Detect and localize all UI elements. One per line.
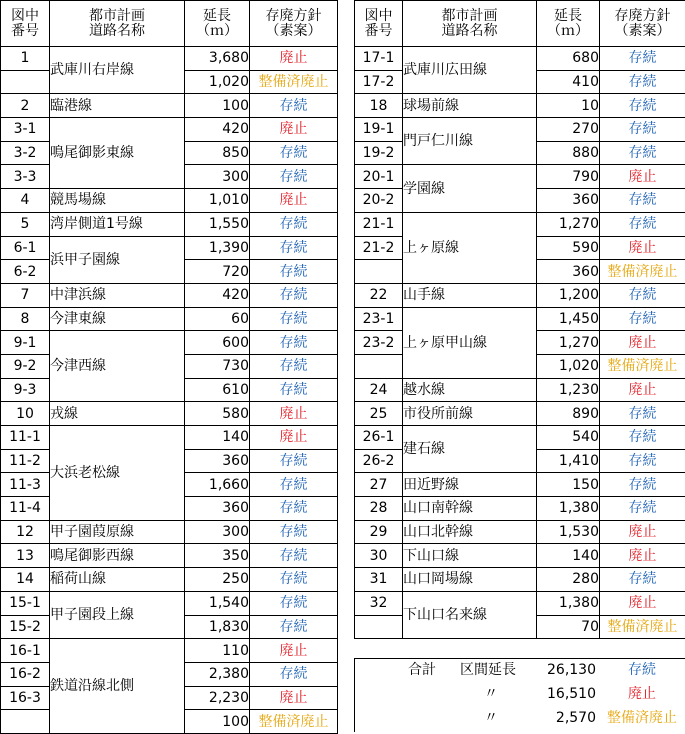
table-row (355, 591, 685, 615)
summary-row (354, 706, 685, 730)
road-name: 鳴尾御影東線 (50, 118, 185, 189)
road-length: 1,450 (537, 307, 600, 331)
road-name: 浜甲子園線 (50, 236, 185, 283)
road-status: 廃止 (600, 544, 685, 568)
road-length: 790 (537, 165, 600, 189)
row-number: 15-1 (1, 591, 50, 615)
row-number: 3-3 (1, 165, 50, 189)
road-status: 存続 (600, 426, 685, 450)
road-status: 存続 (250, 331, 338, 355)
road-status: 存続 (600, 70, 685, 94)
table-row (1, 212, 338, 236)
road-name: 今津東線 (50, 307, 185, 331)
road-length: 10 (537, 94, 600, 118)
road-length: 360 (185, 449, 250, 473)
road-status: 存続 (250, 354, 338, 378)
road-status: 廃止 (600, 236, 685, 260)
road-status: 存続 (250, 473, 338, 497)
road-status: 存続 (250, 497, 338, 521)
header-row (355, 1, 685, 47)
road-status: 存続 (250, 449, 338, 473)
table-row (1, 520, 338, 544)
header-status: 存廃方針 （素案） (600, 1, 685, 47)
road-length: 880 (537, 141, 600, 165)
table-row (355, 283, 685, 307)
road-length: 2,380 (185, 662, 250, 686)
table-row (355, 165, 685, 189)
road-length: 360 (185, 497, 250, 521)
road-name: 門戸仁川線 (403, 118, 537, 165)
road-length: 250 (185, 568, 250, 592)
road-status: 存続 (250, 615, 338, 639)
table-row (1, 639, 338, 663)
table-row (355, 212, 685, 236)
road-status: 廃止 (600, 165, 685, 189)
row-number: 11-3 (1, 473, 50, 497)
road-length: 140 (185, 426, 250, 450)
row-number: 17-1 (355, 47, 403, 71)
table-row (1, 47, 338, 71)
road-status: 存続 (250, 283, 338, 307)
road-length: 300 (185, 165, 250, 189)
road-name: 球場前線 (403, 94, 537, 118)
summary-status: 整備済廃止 (599, 706, 685, 730)
row-number: 32 (355, 591, 403, 615)
road-length: 1,830 (185, 615, 250, 639)
road-length: 610 (185, 378, 250, 402)
summary-row (354, 658, 685, 682)
row-number: 15-2 (1, 615, 50, 639)
road-length: 1,380 (537, 591, 600, 615)
row-number: 1 (1, 47, 50, 71)
row-number: 3-1 (1, 118, 50, 142)
road-status: 存続 (600, 497, 685, 521)
road-status: 廃止 (600, 520, 685, 544)
road-length: 1,230 (537, 378, 600, 402)
row-number: 2 (1, 94, 50, 118)
table-row (355, 520, 685, 544)
row-number: 24 (355, 378, 403, 402)
table-row (355, 378, 685, 402)
road-status: 存続 (250, 662, 338, 686)
row-number (355, 615, 403, 639)
header-road-name: 都市計画 道路名称 (403, 1, 537, 47)
road-status: 廃止 (600, 378, 685, 402)
road-status: 存続 (250, 141, 338, 165)
road-status: 整備済廃止 (250, 70, 338, 94)
row-number: 16-2 (1, 662, 50, 686)
table-row (1, 236, 338, 260)
row-number: 9-3 (1, 378, 50, 402)
road-length: 60 (185, 307, 250, 331)
road-name: 鉄道沿線北側 (50, 639, 185, 734)
road-name: 中津浜線 (50, 283, 185, 307)
road-status: 存続 (250, 544, 338, 568)
row-number: 14 (1, 568, 50, 592)
road-name: 山口北幹線 (403, 520, 537, 544)
road-length: 100 (185, 94, 250, 118)
road-name: 越水線 (403, 378, 537, 402)
table-row (1, 94, 338, 118)
row-number: 13 (1, 544, 50, 568)
row-number: 19-1 (355, 118, 403, 142)
road-status: 存続 (250, 307, 338, 331)
road-status: 存続 (600, 307, 685, 331)
header-length: 延長 （ｍ） (537, 1, 600, 47)
road-length: 360 (537, 189, 600, 213)
road-name: 下山口名来線 (403, 591, 537, 638)
row-number: 31 (355, 568, 403, 592)
summary-status: 廃止 (599, 682, 685, 706)
road-name: 競馬場線 (50, 189, 185, 213)
header-number: 図中 番号 (355, 1, 403, 47)
road-status: 廃止 (250, 686, 338, 710)
road-name: 下山口線 (403, 544, 537, 568)
table-row (355, 307, 685, 331)
road-status: 存続 (250, 520, 338, 544)
row-number: 11-4 (1, 497, 50, 521)
road-status: 廃止 (600, 591, 685, 615)
road-status: 廃止 (250, 189, 338, 213)
road-length: 420 (185, 283, 250, 307)
road-table-left (0, 0, 338, 734)
row-number: 9-1 (1, 331, 50, 355)
row-number: 9-2 (1, 354, 50, 378)
summary-status: 存続 (599, 658, 685, 682)
row-number: 11-2 (1, 449, 50, 473)
road-name: 武庫川右岸線 (50, 47, 185, 94)
road-length: 1,530 (537, 520, 600, 544)
table-row (1, 568, 338, 592)
row-number: 28 (355, 497, 403, 521)
summary-length: 2,570 (536, 706, 599, 730)
table-row (355, 47, 685, 71)
road-length: 600 (185, 331, 250, 355)
road-status: 整備済廃止 (600, 354, 685, 378)
road-status: 存続 (250, 165, 338, 189)
table-row (355, 426, 685, 450)
road-status: 存続 (600, 402, 685, 426)
summary-total-label: 合計 (354, 658, 446, 682)
row-number: 26-1 (355, 426, 403, 450)
road-name: 山口南幹線 (403, 497, 537, 521)
row-number: 3-2 (1, 141, 50, 165)
row-number: 21-2 (355, 236, 403, 260)
ditto-mark: 〃 (446, 706, 536, 730)
road-status: 整備済廃止 (250, 710, 338, 734)
road-length: 680 (537, 47, 600, 71)
road-length: 1,660 (185, 473, 250, 497)
row-number: 12 (1, 520, 50, 544)
header-status: 存廃方針 （素案） (250, 1, 338, 47)
summary-length: 26,130 (536, 658, 599, 682)
road-length: 100 (185, 710, 250, 734)
road-name: 今津西線 (50, 331, 185, 402)
road-name: 学園線 (403, 165, 537, 212)
road-name: 上ヶ原線 (403, 212, 537, 283)
table-row (1, 331, 338, 355)
road-length: 1,200 (537, 283, 600, 307)
header-length: 延長 （ｍ） (185, 1, 250, 47)
road-length: 730 (185, 354, 250, 378)
row-number (355, 260, 403, 284)
road-length: 1,550 (185, 212, 250, 236)
road-status: 存続 (600, 141, 685, 165)
road-length: 540 (537, 426, 600, 450)
road-length: 300 (185, 520, 250, 544)
row-number: 20-2 (355, 189, 403, 213)
table-row (1, 189, 338, 213)
road-length: 1,390 (185, 236, 250, 260)
road-name: 甲子園段上線 (50, 591, 185, 638)
road-name: 稲荷山線 (50, 568, 185, 592)
road-status: 存続 (250, 236, 338, 260)
row-number: 20-1 (355, 165, 403, 189)
header-row (1, 1, 338, 47)
row-number: 23-2 (355, 331, 403, 355)
table-row (1, 426, 338, 450)
road-length: 410 (537, 70, 600, 94)
road-length: 1,010 (185, 189, 250, 213)
row-number: 16-1 (1, 639, 50, 663)
ditto-mark: 〃 (446, 682, 536, 706)
row-number: 6-2 (1, 260, 50, 284)
header-number: 図中 番号 (1, 1, 50, 47)
row-number: 10 (1, 402, 50, 426)
road-length: 1,540 (185, 591, 250, 615)
summary-table (354, 658, 685, 730)
road-length: 140 (537, 544, 600, 568)
table-row (355, 473, 685, 497)
summary-row (354, 682, 685, 706)
row-number: 16-3 (1, 686, 50, 710)
road-length: 2,230 (185, 686, 250, 710)
road-length: 350 (185, 544, 250, 568)
row-number (1, 70, 50, 94)
table-row (355, 497, 685, 521)
road-length: 360 (537, 260, 600, 284)
row-number: 5 (1, 212, 50, 236)
table-row (1, 402, 338, 426)
row-number: 11-1 (1, 426, 50, 450)
road-name: 上ヶ原甲山線 (403, 307, 537, 378)
road-status: 廃止 (250, 118, 338, 142)
row-number: 18 (355, 94, 403, 118)
road-name: 戎線 (50, 402, 185, 426)
road-status: 存続 (600, 568, 685, 592)
road-status: 存続 (250, 378, 338, 402)
table-row (355, 94, 685, 118)
road-length: 1,020 (185, 70, 250, 94)
row-number: 7 (1, 283, 50, 307)
row-number: 6-1 (1, 236, 50, 260)
road-status: 整備済廃止 (600, 615, 685, 639)
road-length: 150 (537, 473, 600, 497)
table-row (355, 402, 685, 426)
road-status: 廃止 (250, 639, 338, 663)
table-row (1, 118, 338, 142)
road-table-right (354, 0, 685, 639)
row-number: 17-2 (355, 70, 403, 94)
road-status: 存続 (600, 47, 685, 71)
header-road-name: 都市計画 道路名称 (50, 1, 185, 47)
road-status: 存続 (250, 212, 338, 236)
row-number: 22 (355, 283, 403, 307)
road-status: 存続 (250, 94, 338, 118)
road-status: 存続 (250, 591, 338, 615)
road-length: 720 (185, 260, 250, 284)
summary-length: 16,510 (536, 682, 599, 706)
table-row (1, 591, 338, 615)
road-name: 建石線 (403, 426, 537, 473)
road-length: 110 (185, 639, 250, 663)
road-name: 田近野線 (403, 473, 537, 497)
row-number: 25 (355, 402, 403, 426)
table-row (1, 283, 338, 307)
table-row (1, 307, 338, 331)
road-length: 580 (185, 402, 250, 426)
road-status: 存続 (250, 568, 338, 592)
row-number (1, 710, 50, 734)
row-number: 27 (355, 473, 403, 497)
road-status: 整備済廃止 (600, 260, 685, 284)
road-name: 鳴尾御影西線 (50, 544, 185, 568)
road-status: 存続 (250, 260, 338, 284)
road-name: 大浜老松線 (50, 426, 185, 521)
road-status: 廃止 (250, 47, 338, 71)
row-number: 19-2 (355, 141, 403, 165)
road-status: 存続 (600, 189, 685, 213)
road-status: 存続 (600, 449, 685, 473)
road-length: 1,380 (537, 497, 600, 521)
road-status: 存続 (600, 118, 685, 142)
road-name: 市役所前線 (403, 402, 537, 426)
road-status: 存続 (600, 212, 685, 236)
row-number: 8 (1, 307, 50, 331)
road-status: 存続 (600, 283, 685, 307)
road-length: 3,680 (185, 47, 250, 71)
row-number: 26-2 (355, 449, 403, 473)
road-status: 廃止 (250, 402, 338, 426)
row-number: 29 (355, 520, 403, 544)
table-row (355, 568, 685, 592)
road-length: 890 (537, 402, 600, 426)
road-length: 1,020 (537, 354, 600, 378)
row-number (355, 354, 403, 378)
road-status: 存続 (600, 94, 685, 118)
summary-section-label: 区間延長 (446, 658, 536, 682)
row-number: 21-1 (355, 212, 403, 236)
road-length: 420 (185, 118, 250, 142)
road-status: 廃止 (600, 331, 685, 355)
road-length: 1,410 (537, 449, 600, 473)
road-name: 甲子園葭原線 (50, 520, 185, 544)
road-status: 廃止 (250, 426, 338, 450)
road-name: 山口岡場線 (403, 568, 537, 592)
road-name: 湾岸側道1号線 (50, 212, 185, 236)
road-length: 1,270 (537, 331, 600, 355)
road-length: 590 (537, 236, 600, 260)
road-length: 280 (537, 568, 600, 592)
row-number: 23-1 (355, 307, 403, 331)
row-number: 4 (1, 189, 50, 213)
road-length: 1,270 (537, 212, 600, 236)
road-length: 850 (185, 141, 250, 165)
road-name: 山手線 (403, 283, 537, 307)
table-row (355, 544, 685, 568)
table-row (1, 544, 338, 568)
row-number: 30 (355, 544, 403, 568)
road-length: 70 (537, 615, 600, 639)
road-name: 臨港線 (50, 94, 185, 118)
road-name: 武庫川広田線 (403, 47, 537, 94)
table-row (355, 118, 685, 142)
road-length: 270 (537, 118, 600, 142)
road-status: 存続 (600, 473, 685, 497)
